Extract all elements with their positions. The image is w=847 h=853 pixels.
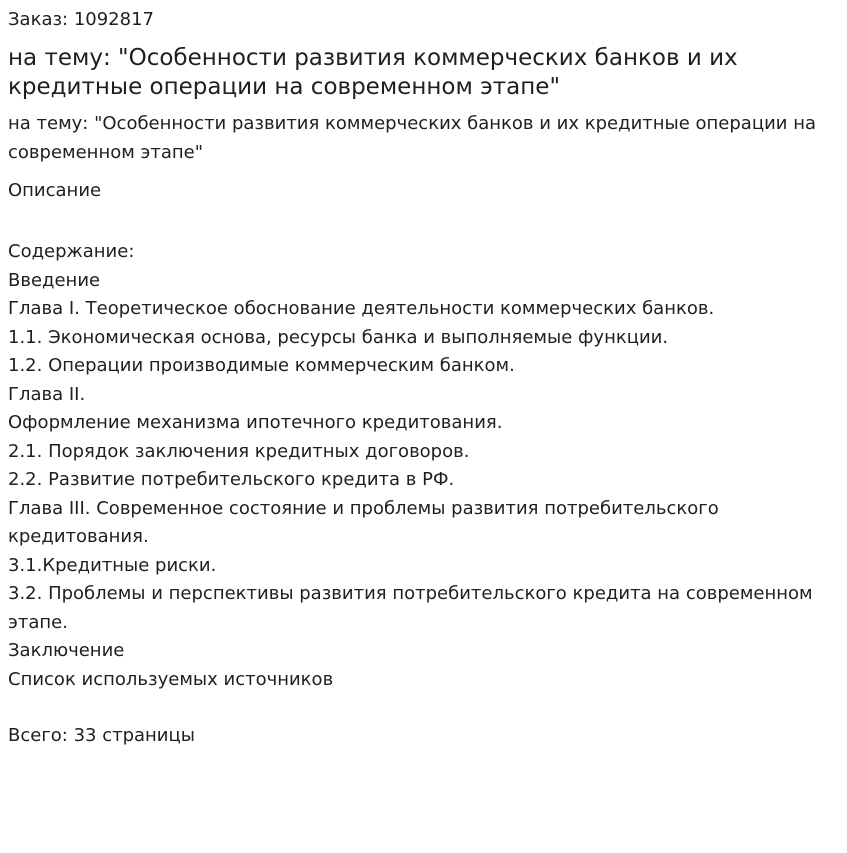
subtitle: на тему: "Особенности развития коммерческих банков и их кредитные операции на современном этапе" bbox=[8, 113, 817, 163]
toc-item: 2.1. Порядок заключения кредитных договоров. bbox=[8, 440, 470, 462]
toc-item: 3.1.Кредитные риски. bbox=[8, 554, 217, 576]
toc-item: Глава III. Современное состояние и проблемы развития потребительского кредитования. bbox=[8, 497, 719, 547]
toc-item: Введение bbox=[8, 269, 101, 291]
toc-item: Список используемых источников bbox=[8, 668, 334, 690]
toc-item: 2.2. Развитие потребительского кредита в РФ. bbox=[8, 469, 455, 490]
page-title: на тему: "Особенности развития коммерческих банков и их кредитные операции на современном этапе" bbox=[8, 45, 738, 100]
toc-item: Глава II. bbox=[8, 383, 86, 405]
toc-item: 1.1. Экономическая основа, ресурсы банка и выполняемые функции. bbox=[8, 326, 669, 348]
toc-item: Глава I. Теоретическое обоснование деятельности коммерческих банков. bbox=[8, 298, 715, 319]
toc-item: Заключение bbox=[8, 640, 125, 661]
order-number: Заказ: 1092817 bbox=[8, 9, 154, 30]
toc-item: Оформление механизма ипотечного кредитования. bbox=[8, 412, 503, 433]
toc-item: 3.2. Проблемы и перспективы развития потребительского кредита на современном этапе. bbox=[8, 583, 813, 633]
toc-item: Содержание: bbox=[8, 241, 135, 262]
table-of-contents bbox=[8, 238, 839, 694]
total-pages: Всего: 33 страницы bbox=[8, 725, 195, 746]
description-label: Описание bbox=[8, 180, 102, 201]
toc-item: 1.2. Операции производимые коммерческим банком. bbox=[8, 355, 515, 376]
